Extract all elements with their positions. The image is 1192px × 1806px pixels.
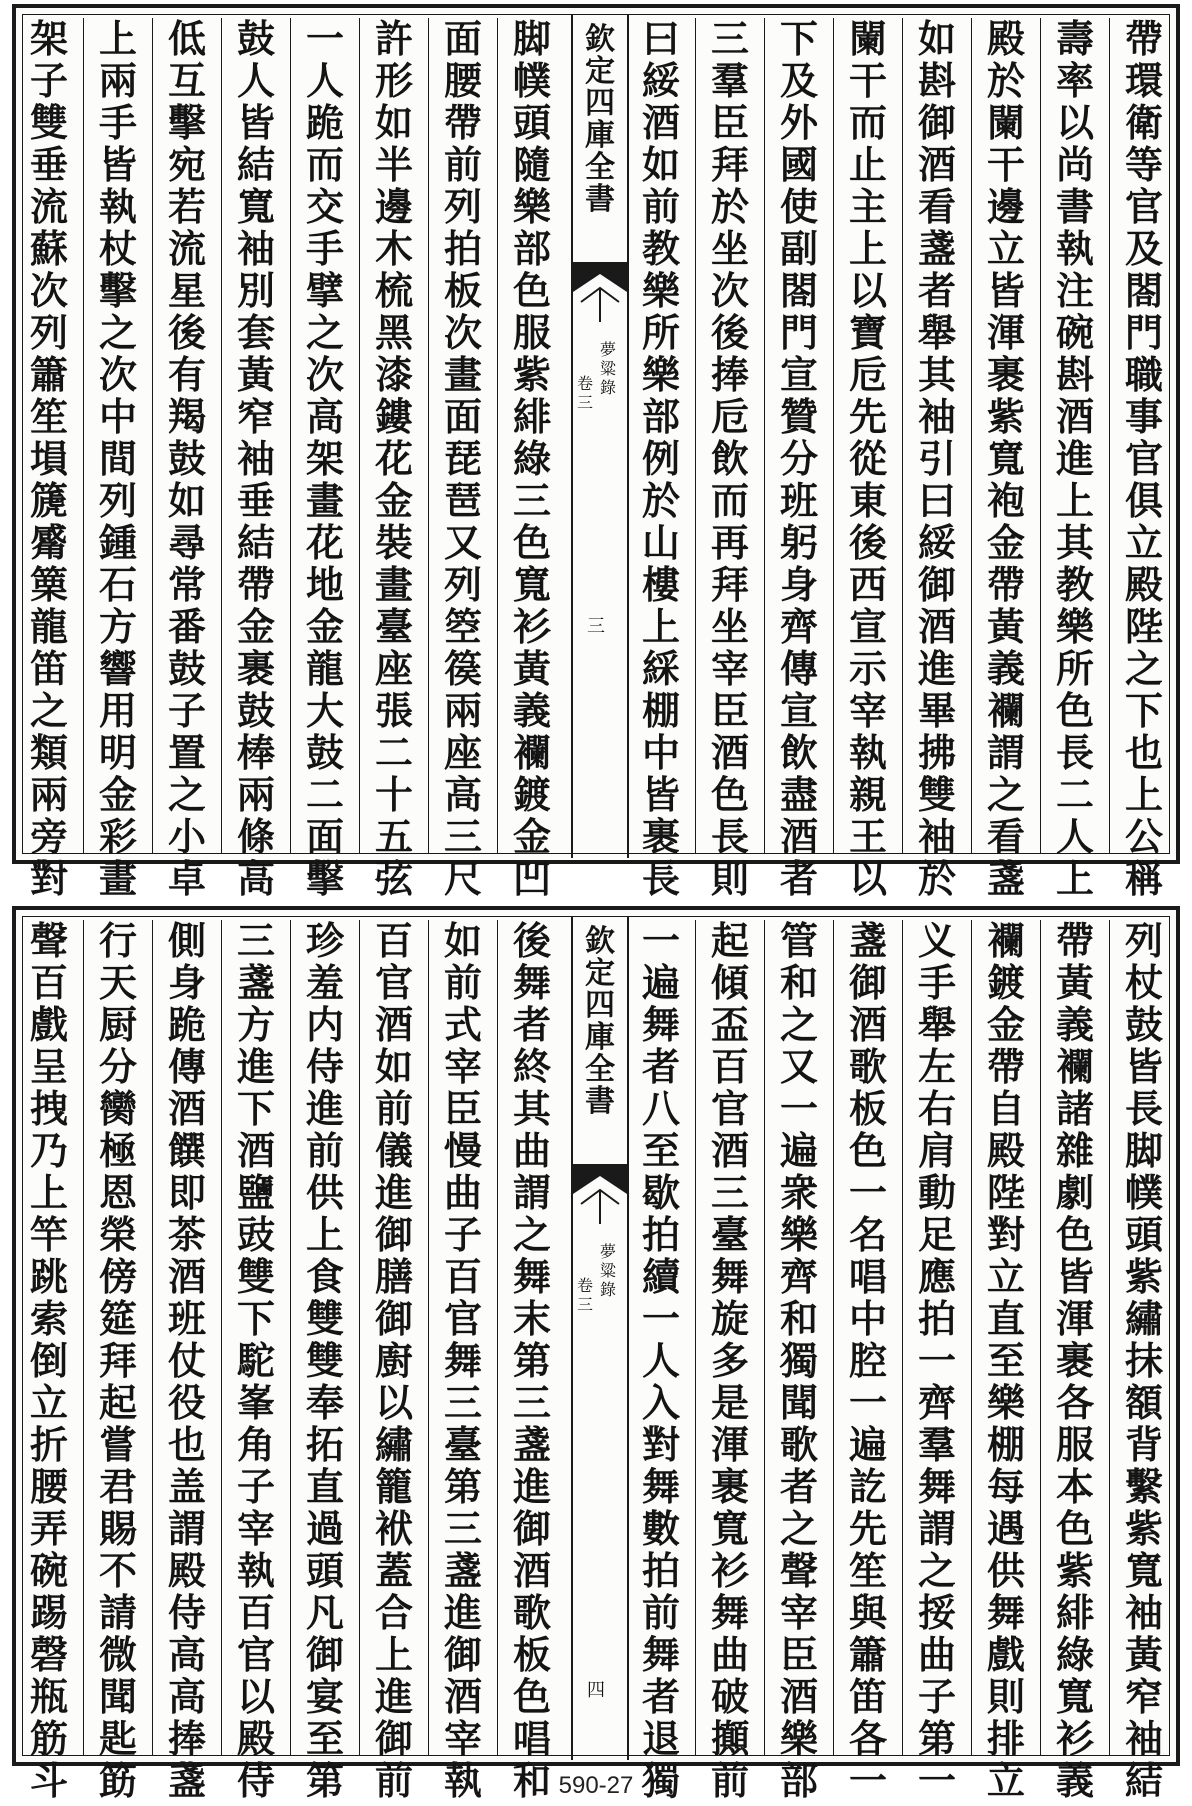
text-column: 行 天 厨 分 臠 極 恩 榮 傍 筵 拜 起 嘗 君 賜 不 請 微 聞 匙 筯 — [98, 918, 137, 1803]
text-column: 义 手 舉 左 右 肩 動 足 應 拍 一 齊 羣 舞 謂 之 挼 曲 子 第 一 — [917, 918, 956, 1803]
text-column: 如 斟 御 酒 看 盞 者 舉 其 袖 引 曰 綏 御 酒 進 畢 拂 雙 袖 於 — [917, 16, 956, 901]
text-column: 百 官 酒 如 前 儀 進 御 膳 御 廚 以 繡 籠 袱 蓋 合 上 進 御 前 — [374, 918, 413, 1803]
center-fold-strip — [571, 916, 629, 1760]
text-column: 脚 幞 頭 隨 樂 部 色 服 紫 緋 綠 三 色 寬 衫 黃 義 襴 鍍 金 凹 — [512, 16, 551, 901]
column-rule — [764, 18, 765, 854]
column-rule — [833, 920, 834, 1756]
column-rule — [83, 920, 84, 1756]
text-column: 壽 率 以 尚 書 執 注 碗 斟 酒 進 上 其 教 樂 所 色 長 二 人 上 — [1055, 16, 1094, 901]
center-title: 欽 定 四 庫 全 書 — [585, 924, 615, 1119]
text-column: 盞 御 酒 歌 板 色 一 名 唱 中 腔 一 遍 訖 先 笙 與 簫 笛 各 一 — [848, 918, 887, 1803]
text-column: 一 遍 舞 者 八 至 歇 拍 續 一 人 入 對 舞 數 拍 前 舞 者 退 獨 — [641, 918, 680, 1803]
text-column: 上 兩 手 皆 執 杖 擊 之 次 中 間 列 鍾 石 方 響 用 明 金 彩 畫 — [98, 16, 137, 901]
text-column: 面 腰 帶 前 列 拍 板 次 畫 面 琵 琶 又 列 箜 篌 兩 座 高 三 尺 — [443, 16, 482, 901]
text-column: 珍 羞 内 侍 進 前 供 上 食 雙 雙 奉 拓 直 過 頭 凡 御 宴 至 第 — [305, 918, 344, 1803]
text-column: 曰 綏 酒 如 前 教 樂 所 樂 部 例 於 山 樓 上 綵 棚 中 皆 裹 長 — [641, 16, 680, 901]
column-rule — [1109, 920, 1110, 1756]
column-rule — [152, 920, 153, 1756]
top-page — [12, 4, 1180, 901]
center-leaf-number: 四 — [587, 1680, 605, 1701]
text-column: 低 互 擊 宛 若 流 星 後 有 羯 鼓 如 尋 常 番 鼓 子 置 之 小 卓 — [167, 16, 206, 901]
column-rule — [152, 18, 153, 854]
fishtail-mark-icon — [573, 1164, 627, 1224]
column-rule — [971, 18, 972, 854]
text-column: 許 形 如 半 邊 木 梳 黑 漆 鏤 花 金 裝 畫 臺 座 張 二 十 五 弦 — [374, 16, 413, 901]
center-book-name: 夢 粱 錄 — [600, 1242, 617, 1299]
text-column: 列 杖 鼓 皆 長 脚 幞 頭 紫 繡 抹 額 背 繫 紫 寬 袖 黃 窄 袖 結 — [1124, 918, 1163, 1803]
column-rule — [695, 920, 696, 1756]
center-title: 欽 定 四 庫 全 書 — [585, 22, 615, 217]
text-column: 襴 鍍 金 帶 自 殿 陛 對 立 直 至 樂 棚 每 遇 供 舞 戲 則 排 立 — [986, 918, 1025, 1803]
text-column: 管 和 之 又 一 遍 衆 樂 齊 和 獨 聞 歌 者 之 聲 宰 臣 酒 樂 部 — [779, 918, 818, 1803]
column-rule — [428, 920, 429, 1756]
column-rule — [764, 920, 765, 1756]
column-rule — [83, 18, 84, 854]
column-rule — [833, 18, 834, 854]
column-rule — [497, 18, 498, 854]
text-column: 一 人 跪 而 交 手 擘 之 次 高 架 畫 花 地 金 龍 大 鼓 二 面 擊 — [305, 16, 344, 901]
column-rule — [221, 920, 222, 1756]
text-column: 如 前 式 宰 臣 慢 曲 子 百 官 舞 三 臺 第 三 盞 進 御 酒 宰 執 — [443, 918, 482, 1803]
column-rule — [428, 18, 429, 854]
column-rule — [221, 18, 222, 854]
text-column: 起 傾 盃 百 官 酒 三 臺 舞 旋 多 是 渾 裹 寬 衫 舞 曲 破 攧 前 — [710, 918, 749, 1803]
text-column: 側 身 跪 傳 酒 饌 即 茶 酒 班 仗 役 也 盖 謂 殿 侍 高 高 捧 盞 — [167, 918, 206, 1803]
column-rule — [695, 18, 696, 854]
text-column: 鼓 人 皆 結 寬 袖 別 套 黃 窄 袖 垂 結 帶 金 裹 鼓 棒 兩 條 高 — [236, 16, 275, 901]
text-column: 聲 百 戲 呈 拽 乃 上 竿 跳 索 倒 立 折 腰 弄 碗 踢 磬 瓶 筋 斗 — [29, 918, 68, 1803]
text-column: 架 子 雙 垂 流 蘇 次 列 簫 笙 塤 篪 觱 篥 龍 笛 之 類 兩 旁 對 — [29, 16, 68, 901]
column-rule — [902, 920, 903, 1756]
text-column: 帶 黃 義 襴 諸 雜 劇 色 皆 渾 裹 各 服 本 色 紫 緋 綠 寬 衫 義 — [1055, 918, 1094, 1803]
center-book-name: 夢 粱 錄 — [600, 340, 617, 397]
column-rule — [902, 18, 903, 854]
column-rule — [1109, 18, 1110, 854]
column-rule — [359, 18, 360, 854]
center-fold-strip — [571, 14, 629, 858]
center-juan: 卷 三 — [577, 374, 594, 412]
text-column: 下 及 外 國 使 副 閤 門 宣 贊 分 班 躬 身 齊 傳 宣 飲 盡 酒 者 — [779, 16, 818, 901]
fishtail-mark-icon — [573, 262, 627, 322]
page-footer-number: 590-27 — [558, 1772, 634, 1799]
center-juan: 卷 三 — [577, 1276, 594, 1314]
column-rule — [971, 920, 972, 1756]
column-rule — [359, 920, 360, 1756]
column-rule — [1040, 920, 1041, 1756]
column-rule — [290, 920, 291, 1756]
column-rule — [497, 920, 498, 1756]
text-column: 三 盞 方 進 下 酒 鹽 豉 雙 下 駝 峯 角 子 宰 執 百 官 以 殿 侍 — [236, 918, 275, 1803]
column-rule — [290, 18, 291, 854]
center-leaf-number: 三 — [587, 616, 605, 637]
text-column: 三 羣 臣 拜 於 坐 次 後 捧 卮 飲 而 再 拜 坐 宰 臣 酒 色 長 則 — [710, 16, 749, 901]
text-column: 後 舞 者 終 其 曲 謂 之 舞 末 第 三 盞 進 御 酒 歌 板 色 唱 和 — [512, 918, 551, 1803]
text-column: 殿 於 闌 干 邊 立 皆 渾 裹 紫 寬 袍 金 帶 黃 義 襴 謂 之 看 盞 — [986, 16, 1025, 901]
text-column: 帶 環 衛 等 官 及 閤 門 職 事 官 俱 立 殿 陛 之 下 也 上 公 稱 — [1124, 16, 1163, 901]
text-column: 闌 干 而 止 主 上 以 寶 卮 先 從 東 後 西 宣 示 宰 執 親 王 以 — [848, 16, 887, 901]
column-rule — [1040, 18, 1041, 854]
